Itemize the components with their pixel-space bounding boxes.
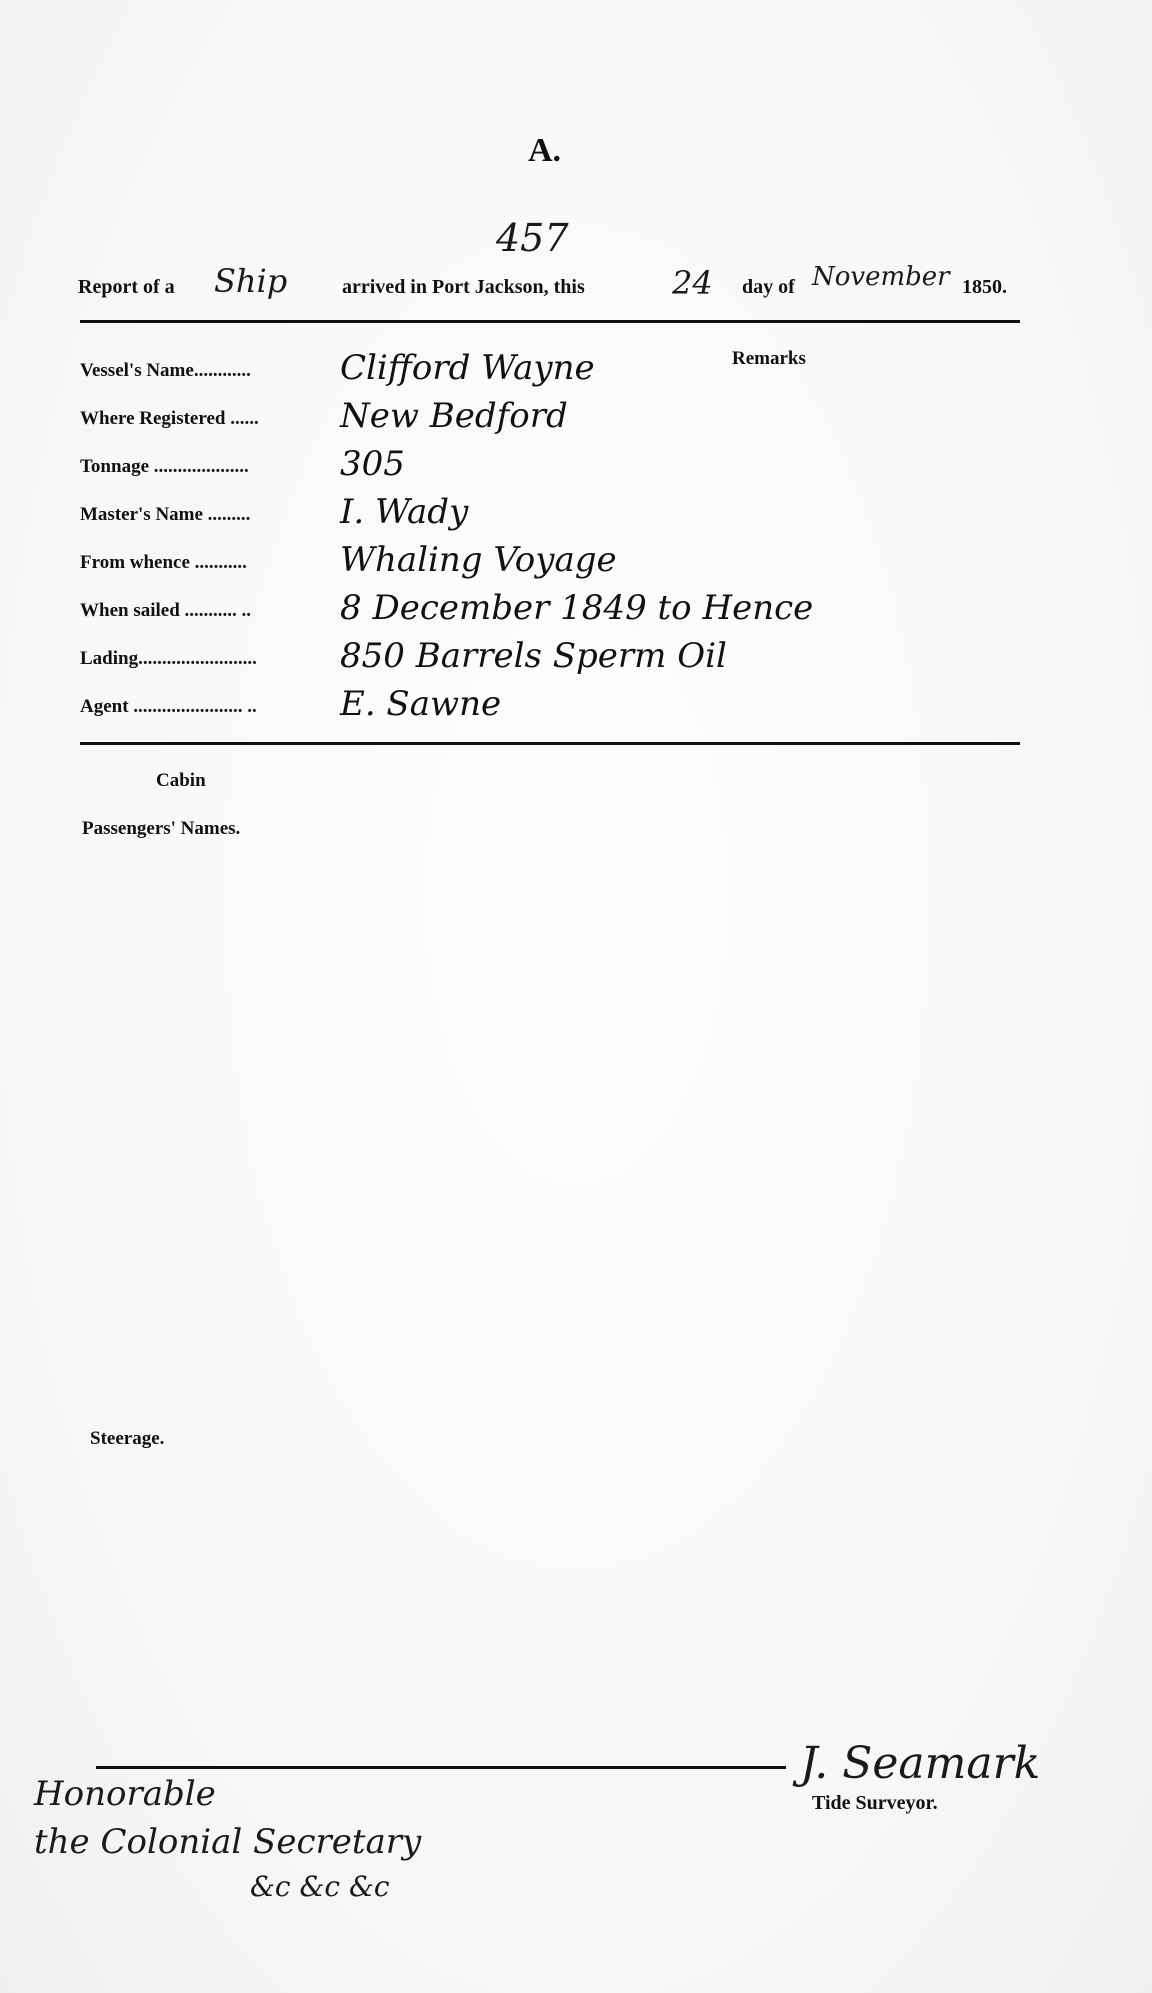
field-label: Where Registered ......: [80, 408, 259, 429]
bottom-rule: [96, 1766, 786, 1769]
vessel-type: Ship: [214, 262, 288, 300]
top-rule: [80, 320, 1020, 323]
field-label: Lading.........................: [80, 648, 257, 669]
address-line-3: &c &c &c: [250, 1870, 390, 1903]
field-value: Clifford Wayne: [340, 348, 595, 388]
arrival-day: 24: [672, 264, 713, 302]
field-label: Tonnage ....................: [80, 456, 249, 477]
report-prefix: Report of a: [78, 276, 175, 298]
arrival-year: 1850.: [962, 276, 1007, 298]
field-when-sailed: [80, 590, 980, 630]
field-masters-name: [80, 494, 980, 534]
field-label: Vessel's Name............: [80, 360, 251, 381]
folio-number: 457: [496, 216, 569, 260]
cabin-label: Cabin: [156, 770, 206, 791]
day-of-text: day of: [742, 276, 795, 298]
field-value: 850 Barrels Sperm Oil: [340, 636, 727, 676]
field-vessel-name: [80, 350, 980, 390]
field-where-registered: [80, 398, 980, 438]
field-lading: [80, 638, 980, 678]
arrived-text: arrived in Port Jackson, this: [342, 276, 585, 298]
field-label: When sailed ........... ..: [80, 600, 252, 621]
address-line-1: Honorable: [34, 1774, 216, 1814]
arrival-month: November: [812, 262, 950, 292]
field-label: Agent ....................... ..: [80, 696, 257, 717]
field-value: 305: [340, 444, 405, 484]
middle-rule: [80, 742, 1020, 745]
field-label: Master's Name .........: [80, 504, 251, 525]
field-tonnage: [80, 446, 980, 486]
field-value: Whaling Voyage: [340, 540, 617, 580]
address-line-2: the Colonial Secretary: [34, 1822, 422, 1862]
tide-surveyor-label: Tide Surveyor.: [812, 1792, 938, 1814]
field-value: I. Wady: [340, 492, 469, 532]
field-value: 8 December 1849 to Hence: [340, 588, 814, 628]
field-label: From whence ...........: [80, 552, 247, 573]
tide-surveyor-signature: J. Seamark: [800, 1738, 1041, 1789]
field-agent: [80, 686, 980, 726]
steerage-label: Steerage.: [90, 1428, 165, 1449]
field-value: New Bedford: [340, 396, 568, 436]
form-letter: A.: [528, 132, 562, 169]
remarks-label: Remarks: [732, 348, 806, 369]
field-from-whence: [80, 542, 980, 582]
passengers-label: Passengers' Names.: [82, 818, 241, 839]
field-value: E. Sawne: [340, 684, 502, 724]
